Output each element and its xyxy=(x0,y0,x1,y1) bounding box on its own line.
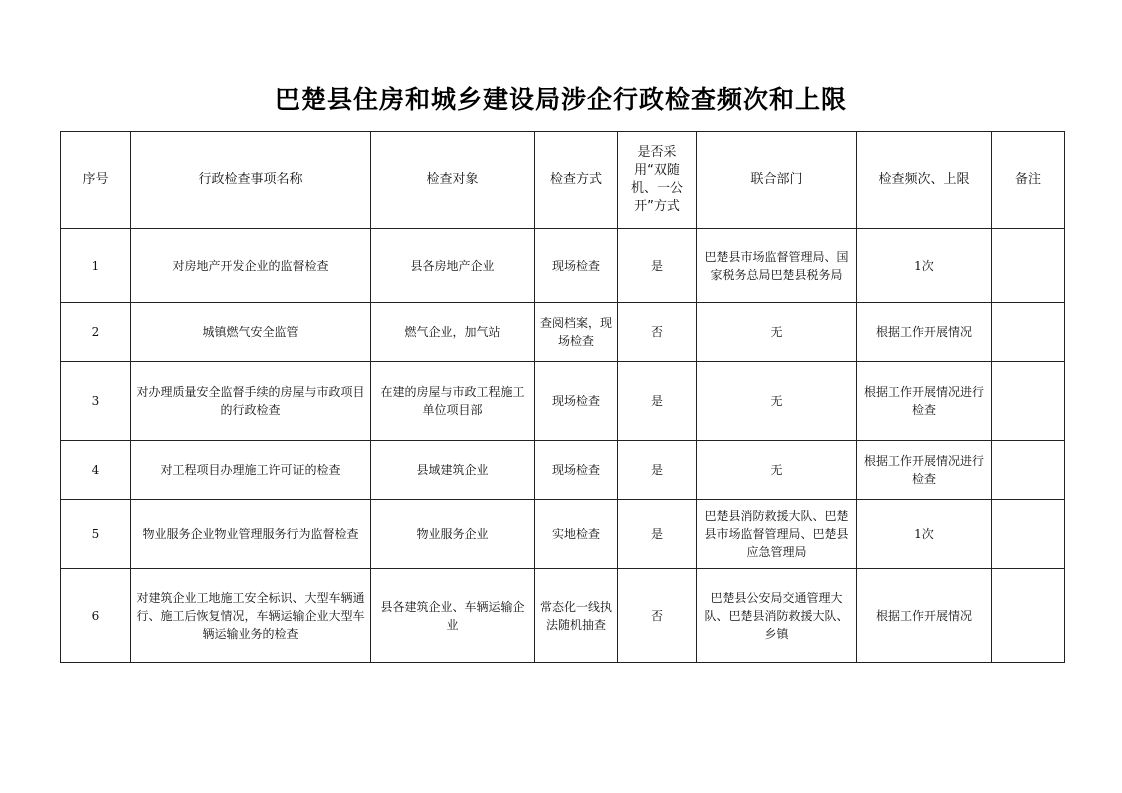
table-row xyxy=(61,569,1065,663)
cell-frequency: 根据工作开展情况进行检查 xyxy=(857,441,992,500)
cell-item-name: 对办理质量安全监督手续的房屋与市政项目的行政检查 xyxy=(131,362,371,441)
cell-method: 现场检查 xyxy=(535,441,618,500)
table-row xyxy=(61,500,1065,569)
cell-remarks xyxy=(992,303,1065,362)
cell-item-name: 城镇燃气安全监管 xyxy=(131,303,371,362)
cell-frequency: 根据工作开展情况进行检查 xyxy=(857,362,992,441)
cell-index: 4 xyxy=(61,441,131,500)
cell-item-name: 物业服务企业物业管理服务行为监督检查 xyxy=(131,500,371,569)
cell-index: 5 xyxy=(61,500,131,569)
cell-remarks xyxy=(992,500,1065,569)
cell-frequency: 根据工作开展情况 xyxy=(857,303,992,362)
cell-target: 县各建筑企业、车辆运输企业 xyxy=(371,569,535,663)
header-cell-index: 序号 xyxy=(61,132,131,229)
header-cell-method: 检查方式 xyxy=(535,132,618,229)
cell-item-name: 对房地产开发企业的监督检查 xyxy=(131,229,371,303)
table-row xyxy=(61,362,1065,441)
cell-target: 在建的房屋与市政工程施工单位项目部 xyxy=(371,362,535,441)
table-row xyxy=(61,229,1065,303)
cell-double-random: 是 xyxy=(618,500,697,569)
cell-item-name: 对工程项目办理施工许可证的检查 xyxy=(131,441,371,500)
inspection-table xyxy=(60,131,1065,663)
cell-target: 物业服务企业 xyxy=(371,500,535,569)
cell-method: 现场检查 xyxy=(535,229,618,303)
cell-index: 2 xyxy=(61,303,131,362)
cell-joint-dept: 无 xyxy=(697,441,857,500)
cell-joint-dept: 巴楚县公安局交通管理大队、巴楚县消防救援大队、乡镇 xyxy=(697,569,857,663)
cell-method: 常态化一线执法随机抽查 xyxy=(535,569,618,663)
table-row xyxy=(61,303,1065,362)
cell-index: 3 xyxy=(61,362,131,441)
cell-frequency: 根据工作开展情况 xyxy=(857,569,992,663)
cell-remarks xyxy=(992,569,1065,663)
cell-index: 1 xyxy=(61,229,131,303)
cell-frequency: 1次 xyxy=(857,229,992,303)
cell-target: 燃气企业，加气站 xyxy=(371,303,535,362)
header-cell-frequency: 检查频次、上限 xyxy=(857,132,992,229)
cell-double-random: 是 xyxy=(618,441,697,500)
cell-joint-dept: 巴楚县消防救援大队、巴楚县市场监督管理局、巴楚县应急管理局 xyxy=(697,500,857,569)
cell-remarks xyxy=(992,362,1065,441)
cell-double-random: 是 xyxy=(618,362,697,441)
cell-target: 县各房地产企业 xyxy=(371,229,535,303)
table-row xyxy=(61,441,1065,500)
document-title: 巴楚县住房和城乡建设局涉企行政检查频次和上限 xyxy=(274,85,847,114)
cell-remarks xyxy=(992,229,1065,303)
header-cell-double-random: 是否采用“双随机、一公开”方式 xyxy=(618,132,697,229)
cell-joint-dept: 无 xyxy=(697,303,857,362)
cell-frequency: 1次 xyxy=(857,500,992,569)
cell-joint-dept: 巴楚县市场监督管理局、国家税务总局巴楚县税务局 xyxy=(697,229,857,303)
header-cell-joint-dept: 联合部门 xyxy=(697,132,857,229)
cell-joint-dept: 无 xyxy=(697,362,857,441)
cell-remarks xyxy=(992,441,1065,500)
cell-double-random: 否 xyxy=(618,303,697,362)
cell-index: 6 xyxy=(61,569,131,663)
cell-item-name: 对建筑企业工地施工安全标识、大型车辆通行、施工后恢复情况，车辆运输企业大型车辆运输业务的检查 xyxy=(131,569,371,663)
header-cell-remarks: 备注 xyxy=(992,132,1065,229)
cell-method: 实地检查 xyxy=(535,500,618,569)
cell-double-random: 是 xyxy=(618,229,697,303)
header-cell-target: 检查对象 xyxy=(371,132,535,229)
table-header-row xyxy=(61,132,1065,229)
cell-method: 现场检查 xyxy=(535,362,618,441)
cell-double-random: 否 xyxy=(618,569,697,663)
header-cell-item-name: 行政检查事项名称 xyxy=(131,132,371,229)
cell-target: 县域建筑企业 xyxy=(371,441,535,500)
cell-method: 查阅档案，现场检查 xyxy=(535,303,618,362)
